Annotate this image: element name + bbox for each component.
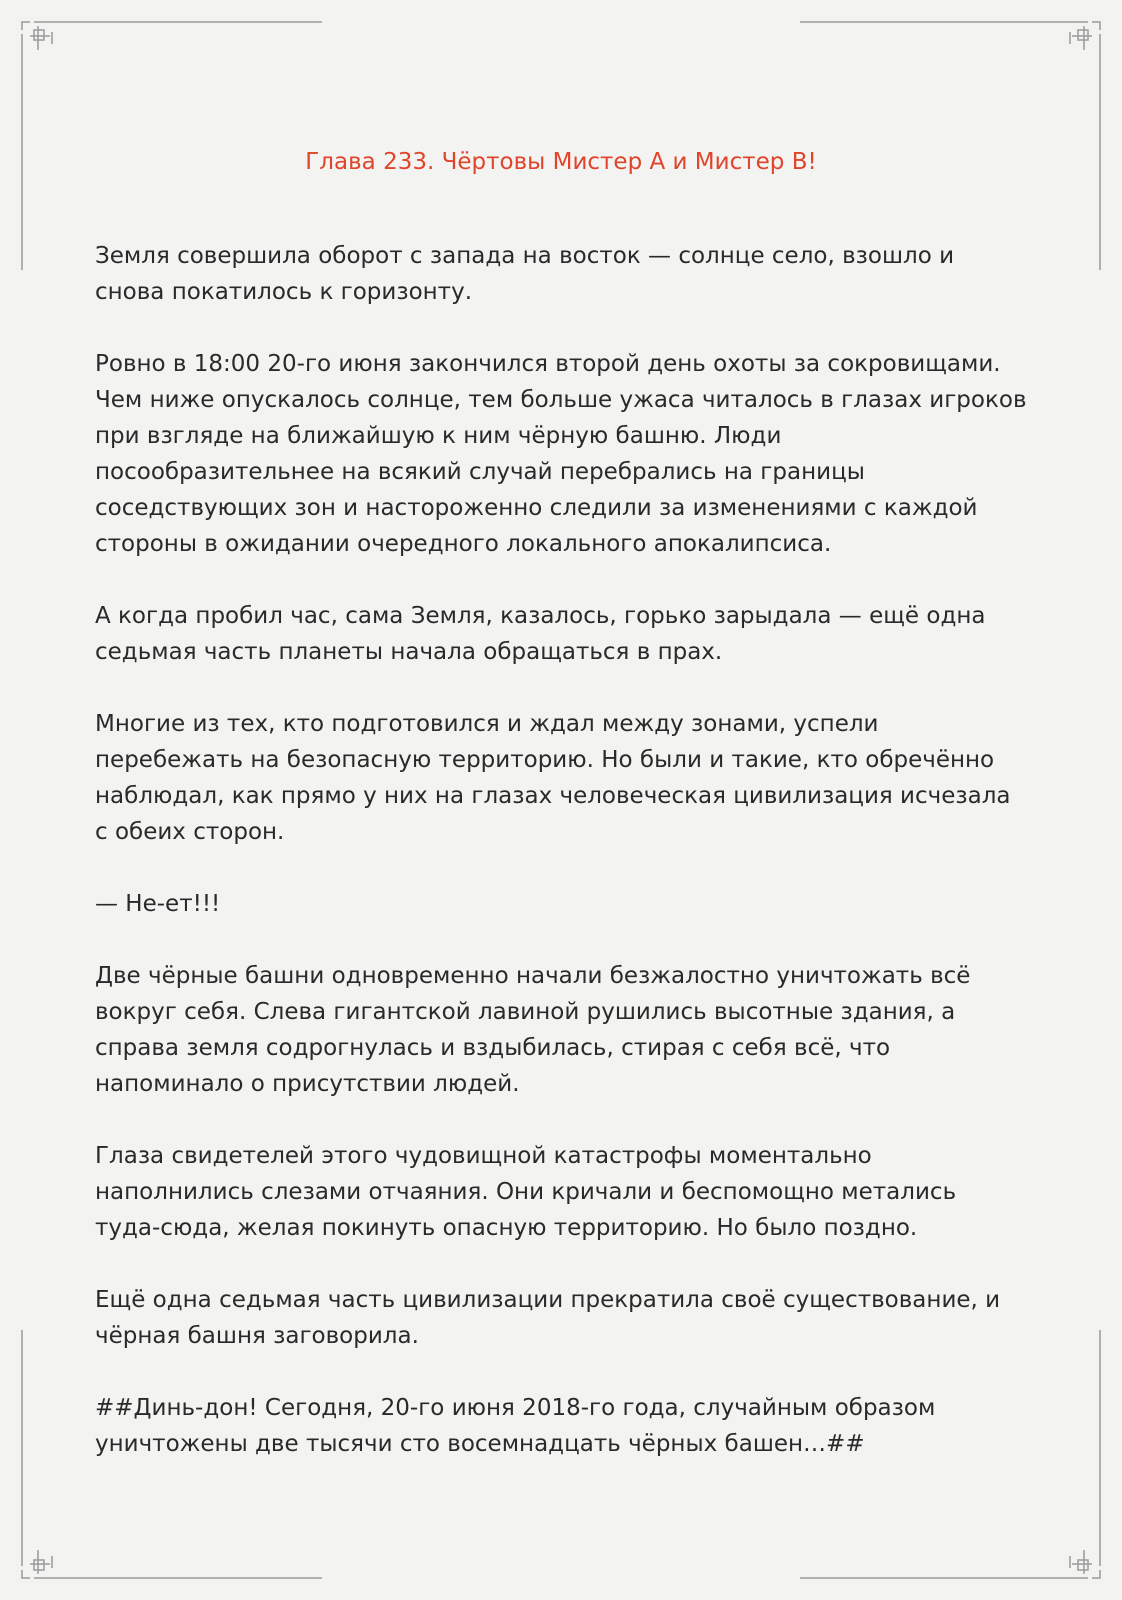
paragraph: Две чёрные башни одновременно начали безжалостно уничтожать всё вокруг себя. Слева гигантской лавиной рушились высотные здания, а справа земля содрогнулась и вздыбилась, стирая с себя всё, что напоминало о присутствии людей. [95,963,971,1097]
paragraph: Ровно в 18:00 20-го июня закончился второй день охоты за сокровищами. Чем ниже опускалось солнце, тем больше ужаса читалось в глазах игроков при взгляде на ближайшую к ним чёрную башню. Люди посообразительнее на всякий случай перебрались на границы соседствующих зон и настороженно следили за изменениями с каждой стороны в ожидании очередного локального апокалипсиса. [95,351,1027,557]
paragraph: Ещё одна седьмая часть цивилизации прекратила своё существование, и чёрная башня заговорила. [95,1287,1001,1349]
chapter-body [95,238,1035,1498]
paragraph: Глаза свидетелей этого чудовищной катастрофы моментально наполнились слезами отчаяния. Они кричали и беспомощно метались туда-сюда, желая покинуть опасную территорию. Но было поздно. [95,1143,957,1241]
paragraph: А когда пробил час, сама Земля, казалось, горько зарыдала — ещё одна седьмая часть планеты начала обращаться в прах. [95,603,986,665]
paragraph: ##Динь-дон! Сегодня, 20-го июня 2018-го года, случайным образом уничтожены две тысячи сто восемнадцать чёрных башен…## [95,1395,936,1457]
paragraph: Земля совершила оборот с запада на восток — солнце село, взошло и снова покатилось к горизонту. [95,243,955,305]
paragraph: — Не-ет!!! [95,891,221,917]
paragraph: Многие из тех, кто подготовился и ждал между зонами, успели перебежать на безопасную территорию. Но были и такие, кто обречённо наблюдал, как прямо у них на глазах человеческая цивилизация исчезала с обеих сторон. [95,711,1011,845]
chapter-title: Глава 233. Чёртовы Мистер А и Мистер В! [305,149,817,175]
